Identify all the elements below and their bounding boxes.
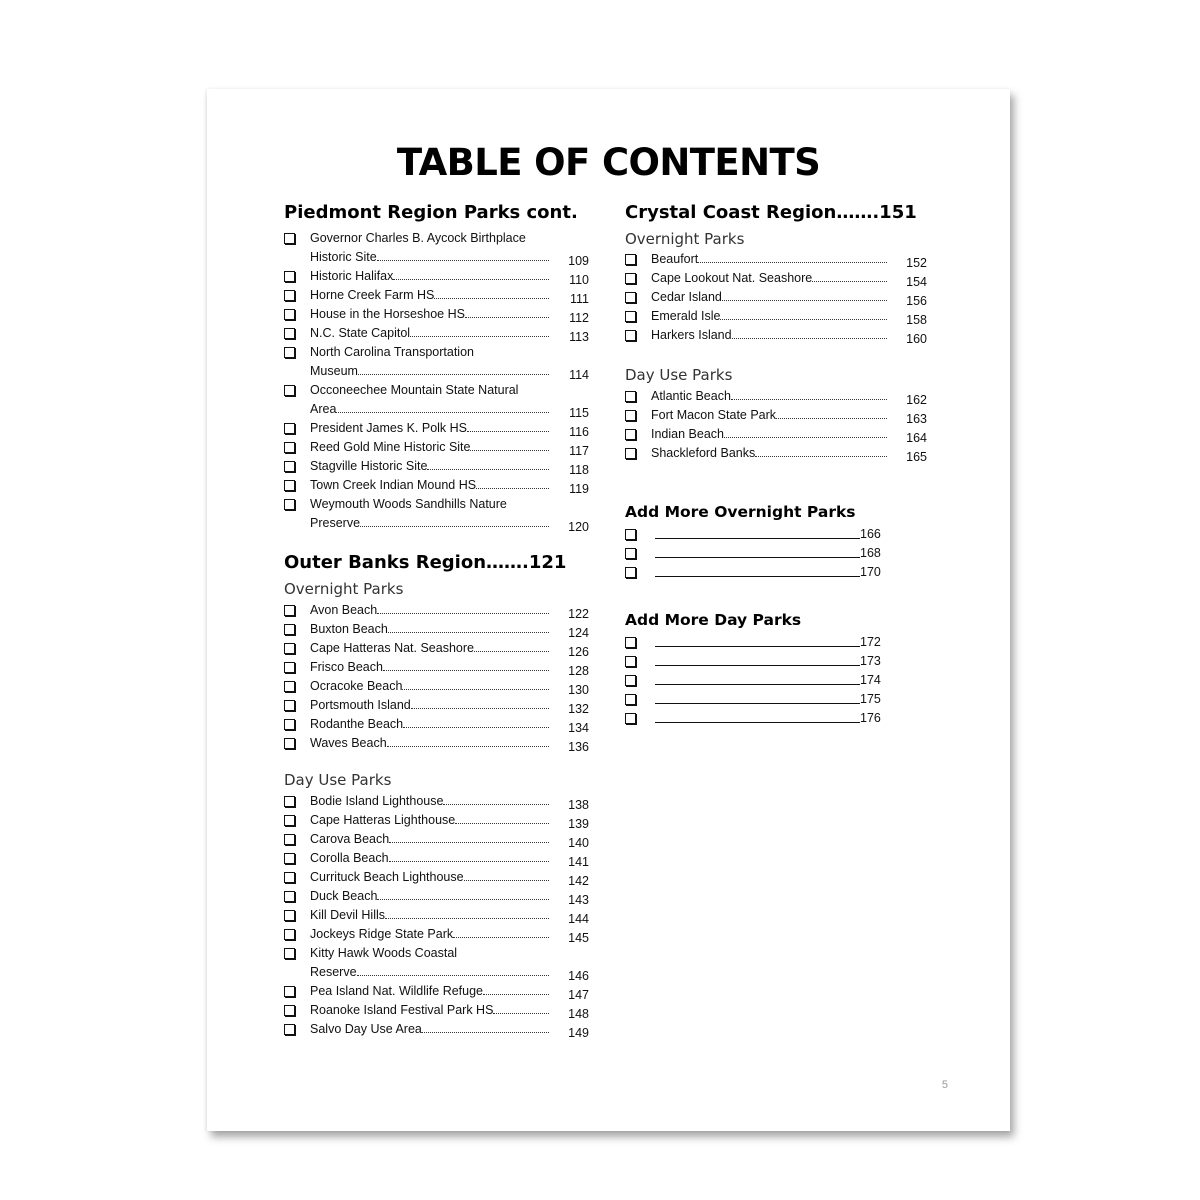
blank-line[interactable] bbox=[655, 633, 860, 647]
entry-label: Horne Creek Farm HS bbox=[310, 286, 589, 305]
entry-label: Frisco Beach bbox=[310, 658, 589, 677]
dot-leader bbox=[377, 613, 549, 614]
toc-entry[interactable] bbox=[284, 849, 589, 868]
crystal-coast-overnight-list bbox=[625, 250, 927, 345]
toc-entry[interactable] bbox=[284, 286, 589, 305]
entry-page-number: 115 bbox=[569, 406, 589, 420]
entry-page-number: 143 bbox=[568, 893, 589, 907]
blank-line[interactable] bbox=[655, 652, 860, 666]
blank-entry[interactable] bbox=[625, 633, 881, 652]
checkbox[interactable] bbox=[284, 328, 295, 339]
entry-page-number: 112 bbox=[569, 311, 589, 325]
toc-entry[interactable] bbox=[284, 495, 589, 533]
add-day-list bbox=[625, 633, 881, 728]
toc-entry[interactable] bbox=[284, 696, 589, 715]
dot-leader bbox=[467, 431, 549, 432]
dot-leader bbox=[357, 975, 549, 976]
dot-leader bbox=[464, 880, 549, 881]
checkbox[interactable] bbox=[625, 410, 636, 421]
entry-page-number: 126 bbox=[568, 645, 589, 659]
checkbox[interactable] bbox=[284, 624, 295, 635]
blank-page-number: 174 bbox=[860, 673, 881, 687]
blank-page-number: 166 bbox=[860, 527, 881, 541]
entry-page-number: 163 bbox=[906, 412, 927, 426]
entry-page-number: 140 bbox=[568, 836, 589, 850]
entry-page-number: 120 bbox=[568, 520, 589, 534]
toc-entry[interactable] bbox=[284, 868, 589, 887]
checkbox[interactable] bbox=[284, 643, 295, 654]
dot-leader bbox=[403, 727, 549, 728]
toc-entry[interactable] bbox=[284, 476, 589, 495]
blank-line[interactable] bbox=[655, 525, 860, 539]
blank-page-number: 173 bbox=[860, 654, 881, 668]
entry-page-number: 149 bbox=[568, 1026, 589, 1040]
entry-page-number: 158 bbox=[906, 313, 927, 327]
toc-entry[interactable] bbox=[625, 387, 927, 406]
entry-label: Historic Halifax bbox=[310, 267, 589, 286]
entry-label: Reed Gold Mine Historic Site bbox=[310, 438, 589, 457]
blank-page-number: 176 bbox=[860, 711, 881, 725]
checkbox[interactable] bbox=[625, 675, 636, 686]
checkbox[interactable] bbox=[625, 391, 636, 402]
toc-entry[interactable] bbox=[625, 326, 927, 345]
entry-page-number: 122 bbox=[568, 607, 589, 621]
dot-leader bbox=[388, 632, 549, 633]
toc-page bbox=[207, 89, 1010, 1131]
dot-leader bbox=[720, 319, 887, 320]
dot-leader bbox=[722, 300, 887, 301]
checkbox[interactable] bbox=[625, 254, 636, 265]
checkbox[interactable] bbox=[284, 461, 295, 472]
toc-entry[interactable] bbox=[284, 419, 589, 438]
dot-leader bbox=[443, 804, 549, 805]
entry-page-number: 152 bbox=[906, 256, 927, 270]
entry-page-number: 148 bbox=[568, 1007, 589, 1021]
entry-page-number: 144 bbox=[568, 912, 589, 926]
dot-leader bbox=[336, 412, 549, 413]
entry-label-cont: Area bbox=[310, 400, 589, 419]
section-heading-piedmont: Piedmont Region Parks cont. bbox=[284, 202, 578, 223]
add-overnight-list bbox=[625, 525, 881, 582]
dot-leader bbox=[389, 861, 549, 862]
entry-label: House in the Horseshoe HS bbox=[310, 305, 589, 324]
checkbox[interactable] bbox=[284, 681, 295, 692]
checkbox[interactable] bbox=[284, 480, 295, 491]
blank-page-number: 172 bbox=[860, 635, 881, 649]
entry-label: Emerald Isle bbox=[651, 307, 927, 326]
dot-leader bbox=[358, 374, 549, 375]
toc-entry[interactable] bbox=[284, 982, 589, 1001]
crystal-coast-day-use-list bbox=[625, 387, 927, 463]
entry-page-number: 136 bbox=[568, 740, 589, 754]
entry-label: Portsmouth Island bbox=[310, 696, 589, 715]
checkbox[interactable] bbox=[284, 948, 295, 959]
entry-label: Ocracoke Beach bbox=[310, 677, 589, 696]
entry-label: Cape Hatteras Nat. Seashore bbox=[310, 639, 589, 658]
page-number: 5 bbox=[941, 1079, 948, 1091]
checkbox[interactable] bbox=[284, 1005, 295, 1016]
blank-entry[interactable] bbox=[625, 652, 881, 671]
dot-leader bbox=[724, 437, 887, 438]
toc-entry[interactable] bbox=[625, 288, 927, 307]
blank-entry[interactable] bbox=[625, 671, 881, 690]
checkbox[interactable] bbox=[625, 548, 636, 559]
dot-leader bbox=[776, 418, 887, 419]
entry-label: Roanoke Island Festival Park HS bbox=[310, 1001, 589, 1020]
blank-page-number: 168 bbox=[860, 546, 881, 560]
entry-label: Cape Hatteras Lighthouse bbox=[310, 811, 589, 830]
entry-label-cont: Reserve bbox=[310, 963, 589, 982]
entry-page-number: 119 bbox=[569, 482, 589, 496]
dot-leader bbox=[698, 262, 887, 263]
toc-entry[interactable] bbox=[284, 229, 589, 267]
entry-label: Avon Beach bbox=[310, 601, 589, 620]
toc-entry[interactable] bbox=[625, 444, 927, 463]
blank-page-number: 175 bbox=[860, 692, 881, 706]
blank-line[interactable] bbox=[655, 709, 860, 723]
entry-page-number: 116 bbox=[569, 425, 589, 439]
toc-entry[interactable] bbox=[625, 307, 927, 326]
checkbox[interactable] bbox=[625, 656, 636, 667]
entry-label: Cedar Island bbox=[651, 288, 927, 307]
entry-page-number: 130 bbox=[568, 683, 589, 697]
toc-entry[interactable] bbox=[284, 715, 589, 734]
checkbox[interactable] bbox=[284, 290, 295, 301]
dot-leader bbox=[434, 298, 549, 299]
checkbox[interactable] bbox=[284, 796, 295, 807]
blank-entry[interactable] bbox=[625, 544, 881, 563]
entry-page-number: 147 bbox=[568, 988, 589, 1002]
entry-page-number: 164 bbox=[906, 431, 927, 445]
entry-label: Beaufort bbox=[651, 250, 927, 269]
dot-leader bbox=[389, 842, 549, 843]
toc-entry[interactable] bbox=[284, 925, 589, 944]
checkbox[interactable] bbox=[625, 292, 636, 303]
toc-entry[interactable] bbox=[284, 658, 589, 677]
entry-page-number: 110 bbox=[569, 273, 589, 287]
entry-page-number: 113 bbox=[569, 330, 589, 344]
entry-page-number: 162 bbox=[906, 393, 927, 407]
dot-leader bbox=[812, 281, 887, 282]
toc-entry[interactable] bbox=[625, 406, 927, 425]
section-heading-outer-banks: Outer Banks Region…….121 bbox=[284, 552, 567, 573]
toc-entry[interactable] bbox=[284, 343, 589, 381]
entry-label: Kill Devil Hills bbox=[310, 906, 589, 925]
entry-label: Duck Beach bbox=[310, 887, 589, 906]
dot-leader bbox=[360, 526, 549, 527]
checkbox[interactable] bbox=[284, 309, 295, 320]
add-day-heading: Add More Day Parks bbox=[625, 611, 802, 629]
checkbox[interactable] bbox=[625, 529, 636, 540]
entry-label: Indian Beach bbox=[651, 425, 927, 444]
entry-label: Currituck Beach Lighthouse bbox=[310, 868, 589, 887]
checkbox[interactable] bbox=[284, 719, 295, 730]
checkbox[interactable] bbox=[284, 385, 295, 396]
checkbox[interactable] bbox=[284, 738, 295, 749]
checkbox[interactable] bbox=[284, 834, 295, 845]
entry-label: North Carolina Transportation bbox=[310, 345, 474, 359]
outer-banks-day-use-label: Day Use Parks bbox=[284, 771, 392, 789]
section-heading-crystal-coast: Crystal Coast Region…….151 bbox=[625, 202, 917, 223]
entry-page-number: 134 bbox=[568, 721, 589, 735]
checkbox[interactable] bbox=[284, 499, 295, 510]
toc-entry[interactable] bbox=[284, 734, 589, 753]
checkbox[interactable] bbox=[625, 637, 636, 648]
entry-page-number: 118 bbox=[569, 463, 589, 477]
entry-label: Stagville Historic Site bbox=[310, 457, 589, 476]
dot-leader bbox=[377, 260, 549, 261]
toc-entry[interactable] bbox=[284, 792, 589, 811]
checkbox[interactable] bbox=[284, 700, 295, 711]
toc-entry[interactable] bbox=[284, 830, 589, 849]
entry-page-number: 145 bbox=[568, 931, 589, 945]
entry-label: Cape Lookout Nat. Seashore bbox=[651, 269, 927, 288]
checkbox[interactable] bbox=[284, 1024, 295, 1035]
dot-leader bbox=[731, 399, 887, 400]
dot-leader bbox=[470, 450, 549, 451]
dot-leader bbox=[732, 338, 887, 339]
checkbox[interactable] bbox=[625, 713, 636, 724]
toc-entry[interactable] bbox=[284, 944, 589, 982]
entry-page-number: 165 bbox=[906, 450, 927, 464]
entry-label: N.C. State Capitol bbox=[310, 324, 589, 343]
dot-leader bbox=[455, 823, 549, 824]
toc-entry[interactable] bbox=[284, 1020, 589, 1039]
outer-banks-overnight-label: Overnight Parks bbox=[284, 580, 404, 598]
toc-entry[interactable] bbox=[284, 305, 589, 324]
dot-leader bbox=[453, 937, 549, 938]
entry-page-number: 141 bbox=[568, 855, 589, 869]
toc-entry[interactable] bbox=[284, 639, 589, 658]
checkbox[interactable] bbox=[284, 986, 295, 997]
toc-entry[interactable] bbox=[284, 1001, 589, 1020]
entry-label: Fort Macon State Park bbox=[651, 406, 927, 425]
checkbox[interactable] bbox=[625, 330, 636, 341]
dot-leader bbox=[377, 899, 549, 900]
entry-label: Rodanthe Beach bbox=[310, 715, 589, 734]
toc-entry[interactable] bbox=[284, 324, 589, 343]
toc-entry[interactable] bbox=[625, 250, 927, 269]
checkbox[interactable] bbox=[284, 815, 295, 826]
toc-entry[interactable] bbox=[284, 267, 589, 286]
toc-entry[interactable] bbox=[284, 811, 589, 830]
checkbox[interactable] bbox=[284, 442, 295, 453]
dot-leader bbox=[402, 689, 549, 690]
checkbox[interactable] bbox=[625, 311, 636, 322]
outer-banks-day-use-list bbox=[284, 792, 589, 1039]
toc-entry[interactable] bbox=[284, 381, 589, 419]
blank-entry[interactable] bbox=[625, 690, 881, 709]
dot-leader bbox=[411, 708, 549, 709]
blank-entry[interactable] bbox=[625, 525, 881, 544]
crystal-coast-overnight-label: Overnight Parks bbox=[625, 230, 745, 248]
toc-entry[interactable] bbox=[284, 457, 589, 476]
blank-line[interactable] bbox=[655, 671, 860, 685]
checkbox[interactable] bbox=[284, 891, 295, 902]
toc-entry[interactable] bbox=[284, 887, 589, 906]
blank-line[interactable] bbox=[655, 563, 860, 577]
entry-page-number: 160 bbox=[906, 332, 927, 346]
blank-line[interactable] bbox=[655, 544, 860, 558]
entry-page-number: 132 bbox=[568, 702, 589, 716]
entry-label: Kitty Hawk Woods Coastal bbox=[310, 946, 458, 960]
entry-label: Shackleford Banks bbox=[651, 444, 927, 463]
entry-label-cont: Historic Site bbox=[310, 248, 589, 267]
toc-entry[interactable] bbox=[284, 906, 589, 925]
blank-entry[interactable] bbox=[625, 709, 881, 728]
blank-page-number: 170 bbox=[860, 565, 881, 579]
entry-page-number: 117 bbox=[569, 444, 589, 458]
checkbox[interactable] bbox=[625, 694, 636, 705]
entry-label: Salvo Day Use Area bbox=[310, 1020, 589, 1039]
crystal-coast-day-use-label: Day Use Parks bbox=[625, 366, 733, 384]
entry-page-number: 156 bbox=[906, 294, 927, 308]
entry-label: Town Creek Indian Mound HS bbox=[310, 476, 589, 495]
entry-page-number: 109 bbox=[568, 254, 589, 268]
toc-entry[interactable] bbox=[625, 269, 927, 288]
checkbox[interactable] bbox=[284, 423, 295, 434]
toc-entry[interactable] bbox=[284, 601, 589, 620]
entry-label: Waves Beach bbox=[310, 734, 589, 753]
dot-leader bbox=[465, 317, 549, 318]
checkbox[interactable] bbox=[284, 929, 295, 940]
toc-entry[interactable] bbox=[284, 438, 589, 457]
entry-label: Governor Charles B. Aycock Birthplace bbox=[310, 231, 526, 245]
dot-leader bbox=[385, 918, 549, 919]
add-overnight-heading: Add More Overnight Parks bbox=[625, 503, 856, 521]
entry-page-number: 128 bbox=[568, 664, 589, 678]
checkbox[interactable] bbox=[625, 448, 636, 459]
entry-label: Weymouth Woods Sandhills Nature bbox=[310, 497, 507, 511]
checkbox[interactable] bbox=[625, 567, 636, 578]
entry-label: Bodie Island Lighthouse bbox=[310, 792, 589, 811]
dot-leader bbox=[422, 1032, 549, 1033]
outer-banks-overnight-list bbox=[284, 601, 589, 753]
entry-label-cont: Preserve bbox=[310, 514, 589, 533]
entry-label: Pea Island Nat. Wildlife Refuge bbox=[310, 982, 589, 1001]
entry-page-number: 154 bbox=[906, 275, 927, 289]
checkbox[interactable] bbox=[284, 233, 295, 244]
entry-label: Carova Beach bbox=[310, 830, 589, 849]
toc-entry[interactable] bbox=[284, 620, 589, 639]
checkbox[interactable] bbox=[625, 429, 636, 440]
entry-label: Harkers Island bbox=[651, 326, 927, 345]
entry-label: President James K. Polk HS bbox=[310, 419, 589, 438]
entry-page-number: 146 bbox=[568, 969, 589, 983]
piedmont-list bbox=[284, 229, 589, 533]
entry-page-number: 139 bbox=[568, 817, 589, 831]
entry-label: Buxton Beach bbox=[310, 620, 589, 639]
entry-page-number: 124 bbox=[568, 626, 589, 640]
dot-leader bbox=[755, 456, 887, 457]
dot-leader bbox=[410, 336, 549, 337]
checkbox[interactable] bbox=[284, 605, 295, 616]
checkbox[interactable] bbox=[625, 273, 636, 284]
toc-entry[interactable] bbox=[625, 425, 927, 444]
entry-label: Jockeys Ridge State Park bbox=[310, 925, 589, 944]
checkbox[interactable] bbox=[284, 271, 295, 282]
dot-leader bbox=[383, 670, 549, 671]
entry-page-number: 111 bbox=[569, 292, 589, 306]
checkbox[interactable] bbox=[284, 872, 295, 883]
dot-leader bbox=[393, 279, 549, 280]
toc-entry[interactable] bbox=[284, 677, 589, 696]
entry-label: Corolla Beach bbox=[310, 849, 589, 868]
dot-leader bbox=[474, 651, 549, 652]
blank-entry[interactable] bbox=[625, 563, 881, 582]
dot-leader bbox=[427, 469, 549, 470]
entry-label-cont: Museum bbox=[310, 362, 589, 381]
dot-leader bbox=[493, 1013, 549, 1014]
entry-page-number: 142 bbox=[568, 874, 589, 888]
page-title: TABLE OF CONTENTS bbox=[396, 141, 821, 184]
dot-leader bbox=[483, 994, 549, 995]
checkbox[interactable] bbox=[284, 853, 295, 864]
entry-label: Atlantic Beach bbox=[651, 387, 927, 406]
entry-page-number: 138 bbox=[568, 798, 589, 812]
entry-label: Occoneechee Mountain State Natural bbox=[310, 383, 519, 397]
blank-line[interactable] bbox=[655, 690, 860, 704]
dot-leader bbox=[476, 488, 549, 489]
checkbox[interactable] bbox=[284, 347, 295, 358]
checkbox[interactable] bbox=[284, 910, 295, 921]
dot-leader bbox=[387, 746, 549, 747]
entry-page-number: 114 bbox=[569, 368, 589, 382]
checkbox[interactable] bbox=[284, 662, 295, 673]
